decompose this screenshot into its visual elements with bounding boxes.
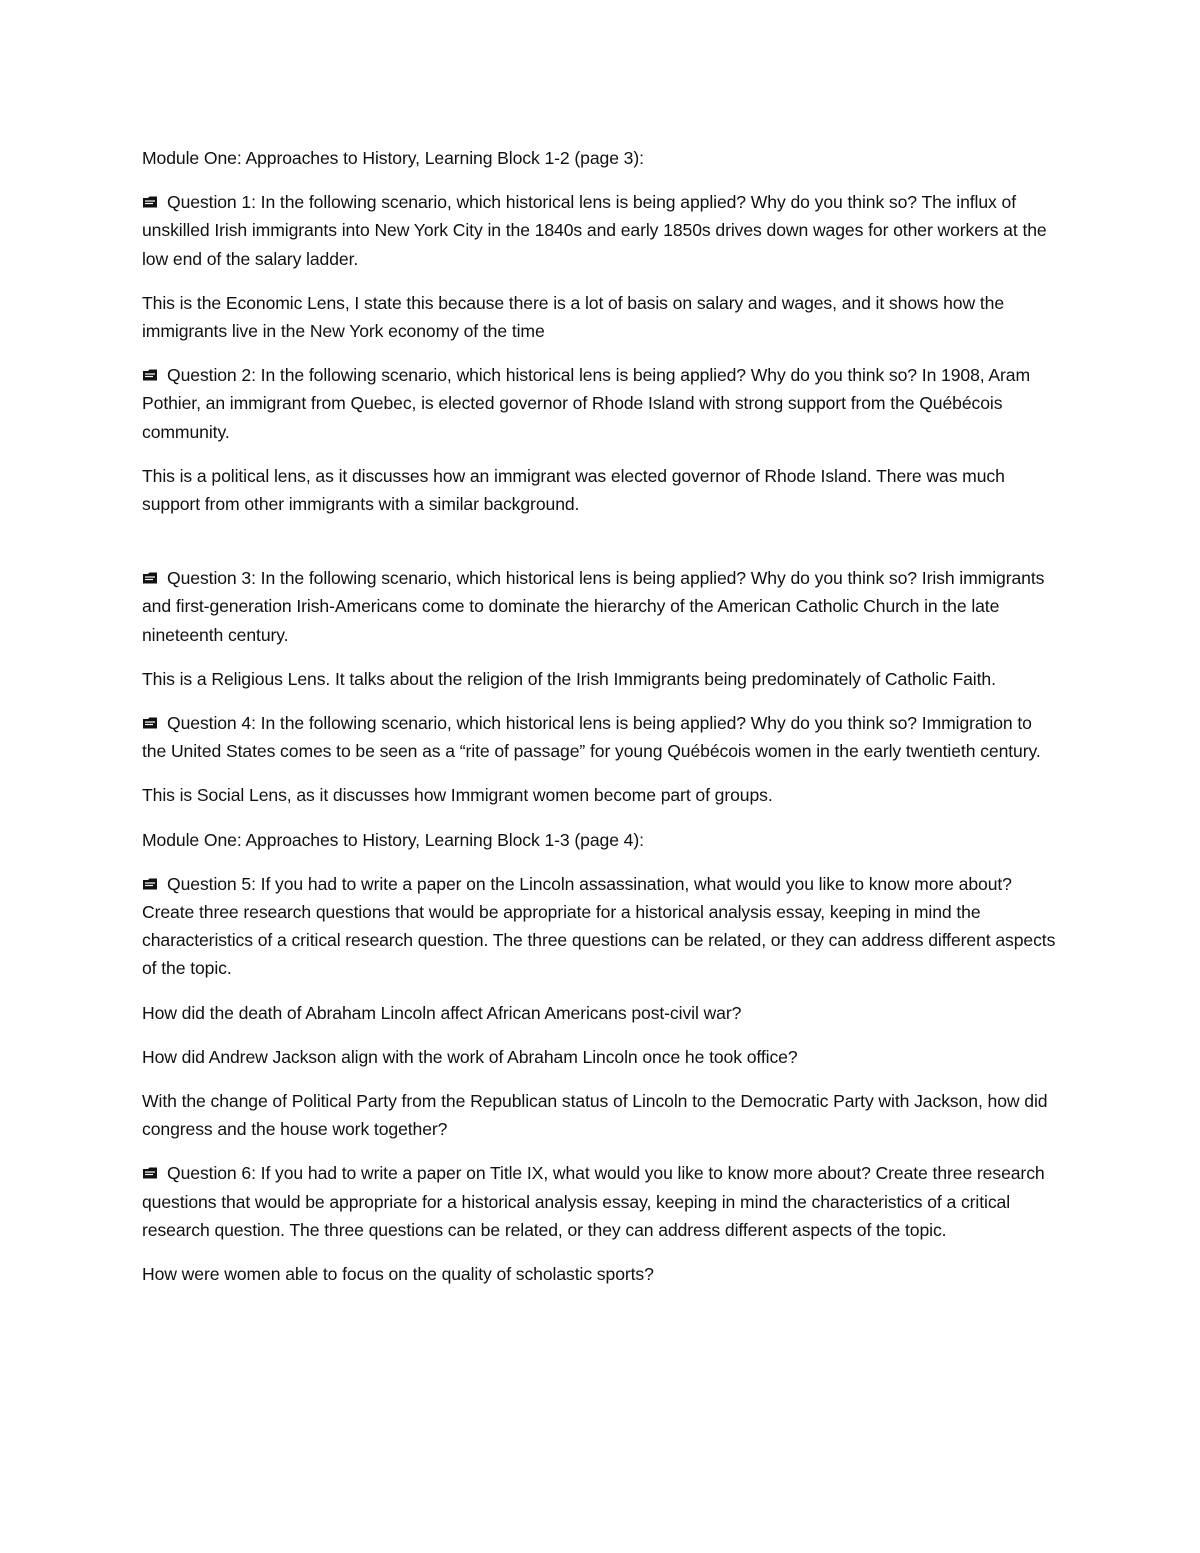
answer-paragraph	[142, 462, 1060, 518]
question-text: Question 5: If you had to write a paper on the Lincoln assassination, what would you like to know more about? Create three research questions that would be appropriate for a historical analysis essay, keeping in mind the characteristics of a critical research question. The three questions can be related, or they can address different aspects of the topic.	[142, 873, 1056, 979]
folder-note-icon	[142, 571, 158, 585]
answer-text: This is Social Lens, as it discusses how Immigrant women become part of groups.	[142, 785, 773, 806]
answer-text: This is a political lens, as it discusses how an immigrant was elected governor of Rhode Island. There was much support from other immigrants with a similar background.	[142, 465, 1005, 515]
folder-note-icon	[142, 195, 158, 209]
answer-paragraph	[142, 1260, 1060, 1288]
blank-line	[142, 534, 1060, 564]
document-body	[142, 144, 1060, 1304]
answer-text: How did the death of Abraham Lincoln affect African Americans post-civil war?	[142, 1002, 742, 1023]
question-paragraph	[142, 564, 1060, 649]
module-heading-text: Module One: Approaches to History, Learning Block 1-2 (page 3):	[142, 148, 644, 168]
question-text: Question 2: In the following scenario, which historical lens is being applied? Why do you think so? In 1908, Aram Pothier, an immigrant from Quebec, is elected governor of Rhode Island with strong support from the Québécois community.	[142, 365, 1031, 442]
answer-paragraph	[142, 781, 1060, 809]
module-heading-text: Module One: Approaches to History, Learning Block 1-3 (page 4):	[142, 829, 644, 850]
answer-text: This is a Religious Lens. It talks about the religion of the Irish Immigrants being predominately of Catholic Faith.	[142, 668, 996, 689]
answer-text: How were women able to focus on the quality of scholastic sports?	[142, 1264, 654, 1285]
question-paragraph	[142, 870, 1060, 983]
folder-note-icon	[142, 716, 158, 730]
module-heading	[142, 144, 1060, 172]
answer-paragraph	[142, 999, 1060, 1027]
answer-paragraph	[142, 289, 1060, 345]
answer-text: This is the Economic Lens, I state this because there is a lot of basis on salary and wages, and it shows how the immigrants live in the New York economy of the time	[142, 292, 1005, 342]
module-heading	[142, 826, 1060, 854]
answer-text: How did Andrew Jackson align with the work of Abraham Lincoln once he took office?	[142, 1046, 798, 1067]
answer-text: With the change of Political Party from the Republican status of Lincoln to the Democratic Party with Jackson, how did congress and the house work together?	[142, 1091, 1048, 1140]
question-text: Question 1: In the following scenario, which historical lens is being applied? Why do you think so? The influx of unskilled Irish immigrants into New York City in the 1840s and early 1850s drives down wages for other workers at the low end of the salary ladder.	[142, 192, 1047, 269]
question-paragraph	[142, 361, 1060, 446]
question-paragraph	[142, 709, 1060, 765]
folder-note-icon	[142, 1166, 158, 1180]
question-text: Question 6: If you had to write a paper on Title IX, what would you like to know more about? Create three research questions that would be appropriate for a historical analysis essay, keeping in mind the characteristics of a critical research question. The three questions can be related, or they can address different aspects of the topic.	[142, 1163, 1045, 1240]
answer-paragraph	[142, 1043, 1060, 1071]
question-text: Question 4: In the following scenario, which historical lens is being applied? Why do you think so? Immigration to the United States comes to be seen as a “rite of passage” for young Québécois women in the early twentieth century.	[142, 713, 1041, 762]
question-paragraph	[142, 1159, 1060, 1244]
answer-paragraph	[142, 665, 1060, 693]
question-text: Question 3: In the following scenario, which historical lens is being applied? Why do you think so? Irish immigrants and first-generation Irish-Americans come to dominate the hierarchy of the American Catholic Church in the late nineteenth century.	[142, 568, 1045, 645]
question-paragraph	[142, 188, 1060, 273]
folder-note-icon	[142, 368, 158, 382]
answer-paragraph	[142, 1087, 1060, 1143]
folder-note-icon	[142, 877, 158, 891]
